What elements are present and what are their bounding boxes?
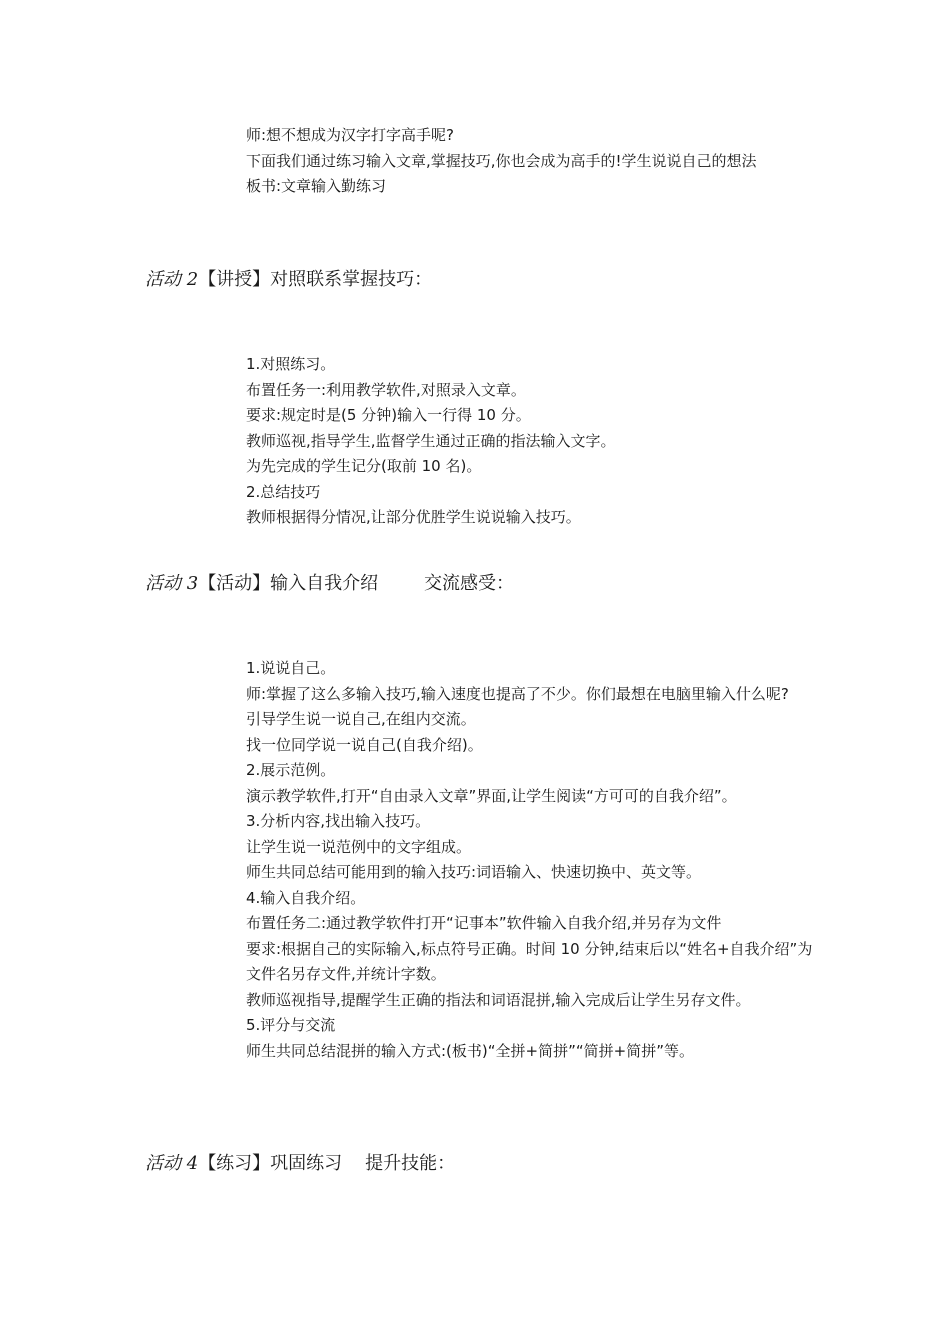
activity-2-line: 教师根据得分情况,让部分优胜学生说说输入技巧。 bbox=[246, 508, 581, 526]
activity-3-line: 演示教学软件,打开“自由录入文章”界面,让学生阅读“方可可的自我介绍”。 bbox=[246, 786, 737, 805]
activity-3-label: 活动 3 bbox=[145, 573, 199, 594]
activity-2-body bbox=[246, 352, 816, 531]
activity-2-line: 布置任务一:利用教学软件,对照录入文章。 bbox=[246, 380, 526, 399]
activity-3-line: 引导学生说一说自己,在组内交流。 bbox=[246, 710, 476, 728]
activity-2-line: 要求:规定时是(5 分钟)输入一行得 10 分。 bbox=[246, 406, 531, 424]
activity-3-line: 5.评分与交流 bbox=[246, 1016, 336, 1034]
activity-2-label: 活动 2 bbox=[145, 269, 199, 290]
activity-4-heading bbox=[145, 1152, 455, 1176]
activity-3-line: 4.输入自我介绍。 bbox=[246, 888, 366, 907]
activity-3-line: 师生共同总结可能用到的输入技巧:词语输入、快速切换中、英文等。 bbox=[246, 863, 702, 881]
activity-2-line: 2.总结技巧 bbox=[246, 482, 321, 501]
activity-3-line: 让学生说一说范例中的文字组成。 bbox=[246, 837, 472, 856]
intro-line: 师:想不想成为汉字打字高手呢? bbox=[246, 126, 455, 144]
activity-3-line: 找一位同学说一说自己(自我介绍)。 bbox=[246, 735, 483, 754]
activity-2-title: 【讲授】对照联系掌握技巧： bbox=[198, 269, 433, 290]
activity-3-line: 1.说说自己。 bbox=[246, 659, 336, 677]
activity-2-line: 教师巡视,指导学生,监督学生通过正确的指法输入文字。 bbox=[246, 431, 616, 450]
activity-3-line: 要求:根据自己的实际输入,标点符号正确。时间 10 分钟,结束后以“姓名+自我介绍”为文件名另存文件,并统计字数。 bbox=[246, 939, 813, 983]
activity-3-heading bbox=[145, 572, 514, 596]
activity-2-line: 1.对照练习。 bbox=[246, 355, 336, 373]
intro-line: 板书:文章输入勤练习 bbox=[246, 177, 387, 195]
activity-4-title: 【练习】巩固练习 提升技能： bbox=[198, 1153, 456, 1174]
activity-3-line: 布置任务二:通过教学软件打开“记事本”软件输入自我介绍,并另存为文件 bbox=[246, 914, 722, 932]
activity-3-line: 3.分析内容,找出输入技巧。 bbox=[246, 812, 431, 830]
activity-3-line: 2.展示范例。 bbox=[246, 761, 336, 779]
activity-3-body bbox=[246, 656, 816, 1064]
intro-line: 下面我们通过练习输入文章,掌握技巧,你也会成为高手的!学生说说自己的想法 bbox=[246, 151, 757, 170]
activity-3-line: 教师巡视指导,提醒学生正确的指法和词语混拼,输入完成后让学生另存文件。 bbox=[246, 990, 751, 1009]
activity-2-heading bbox=[145, 268, 432, 292]
intro-paragraphs bbox=[246, 123, 816, 200]
activity-2-line: 为先完成的学生记分(取前 10 名)。 bbox=[246, 457, 482, 475]
activity-3-line: 师:掌握了这么多输入技巧,输入速度也提高了不少。你们最想在电脑里输入什么呢? bbox=[246, 684, 789, 703]
activity-3-line: 师生共同总结混拼的输入方式:(板书)“全拼+简拼”“简拼+简拼”等。 bbox=[246, 1041, 694, 1060]
activity-3-title: 【活动】输入自我介绍 交流感受： bbox=[198, 573, 514, 594]
activity-4-label: 活动 4 bbox=[145, 1153, 199, 1174]
